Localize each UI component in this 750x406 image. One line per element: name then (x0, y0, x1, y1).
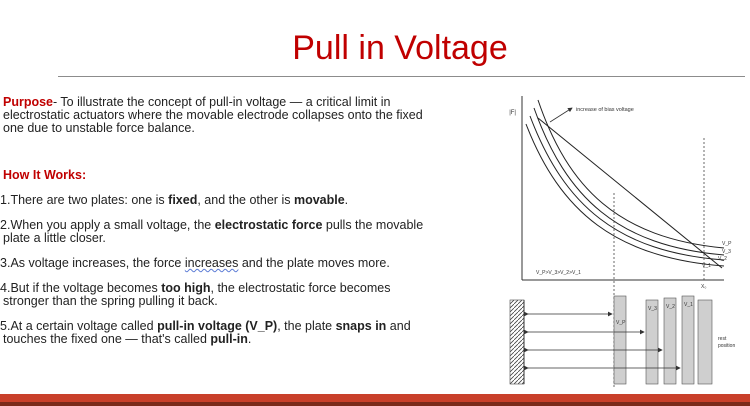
slide-body (0, 94, 430, 346)
plate-v3 (646, 300, 658, 384)
plate-label: V_3 (648, 306, 657, 312)
rest-label: position (718, 343, 736, 349)
item-text: , and the other is (197, 193, 294, 207)
item-number: 3. (0, 256, 11, 270)
item-text: and the plate moves more. (238, 256, 390, 270)
plate-label: V_2 (666, 304, 675, 310)
footer-bar-dark (0, 402, 750, 406)
how-it-works-heading: How It Works: (3, 168, 87, 182)
force-curve-vp (538, 100, 724, 248)
item-text: , the electrostatic force becomes stronger than the spring pulling it back. (3, 281, 391, 308)
inequality-label: V_P>V_3>V_2>V_1 (536, 270, 581, 276)
item-bold: electrostatic force (214, 218, 323, 232)
purpose-label: Purpose (3, 95, 54, 109)
item-number: 1. (0, 193, 11, 207)
item-number: 4. (0, 281, 11, 295)
plate-rest (698, 300, 712, 384)
item-bold: movable (293, 193, 345, 207)
item-bold: pull-in (210, 332, 248, 346)
x0-label: X₀ (701, 284, 707, 290)
item-text: pulls the movable plate a little closer. (3, 218, 424, 245)
list-item (0, 257, 430, 270)
item-text: When you apply a small voltage, the (10, 218, 215, 232)
slide-title: Pull in Voltage (292, 29, 508, 67)
force-curve-v2 (530, 116, 724, 260)
item-text: . (247, 332, 252, 346)
list-item (0, 320, 430, 346)
force-curve-v3 (534, 108, 724, 255)
curve-label: V_1 (702, 263, 711, 269)
bias-arrow (550, 108, 572, 122)
item-number: 2. (0, 218, 11, 232)
item-text: and touches the fixed one — that's called (3, 319, 411, 346)
spring-line (538, 118, 722, 268)
item-text: As voltage increases, the force (10, 256, 185, 270)
footer-bar (0, 394, 750, 402)
item-number: 5. (0, 319, 11, 333)
item-bold: too high (161, 281, 211, 295)
purpose-text: - To illustrate the concept of pull-in voltage — a critical limit in electrostatic actuators where the movable electrode collapses onto the fixed one due to unstable force balance. (3, 95, 423, 135)
plate-vp (614, 296, 626, 384)
list-item (0, 219, 430, 245)
plate-label: V_1 (684, 302, 693, 308)
title-divider (58, 76, 745, 77)
list-item (0, 282, 430, 308)
item-text: . (344, 193, 349, 207)
fixed-wall (510, 300, 524, 384)
pull-in-diagram (498, 88, 750, 388)
item-bold: fixed (168, 193, 198, 207)
plate-v1 (682, 296, 694, 384)
curve-label: V_2 (718, 256, 727, 262)
purpose-paragraph (3, 96, 430, 135)
item-bold: pull-in voltage (V_P) (157, 319, 278, 333)
arrow-label: increase of bias voltage (576, 107, 634, 113)
item-underlined: increases (184, 256, 239, 270)
item-text: There are two plates: one is (10, 193, 169, 207)
curve-label: V_P (722, 241, 732, 247)
rest-label: rest (718, 336, 727, 342)
plate-label: V_P (616, 320, 626, 326)
item-text: , the plate (277, 319, 336, 333)
list-item (0, 194, 430, 207)
plate-v2 (664, 298, 676, 384)
item-bold: snaps in (335, 319, 387, 333)
force-curve-v1 (526, 124, 724, 266)
axis-label: |F| (509, 110, 516, 116)
item-text: At a certain voltage called (10, 319, 158, 333)
item-text: But if the voltage becomes (10, 281, 162, 295)
curve-label: V_3 (722, 249, 731, 255)
